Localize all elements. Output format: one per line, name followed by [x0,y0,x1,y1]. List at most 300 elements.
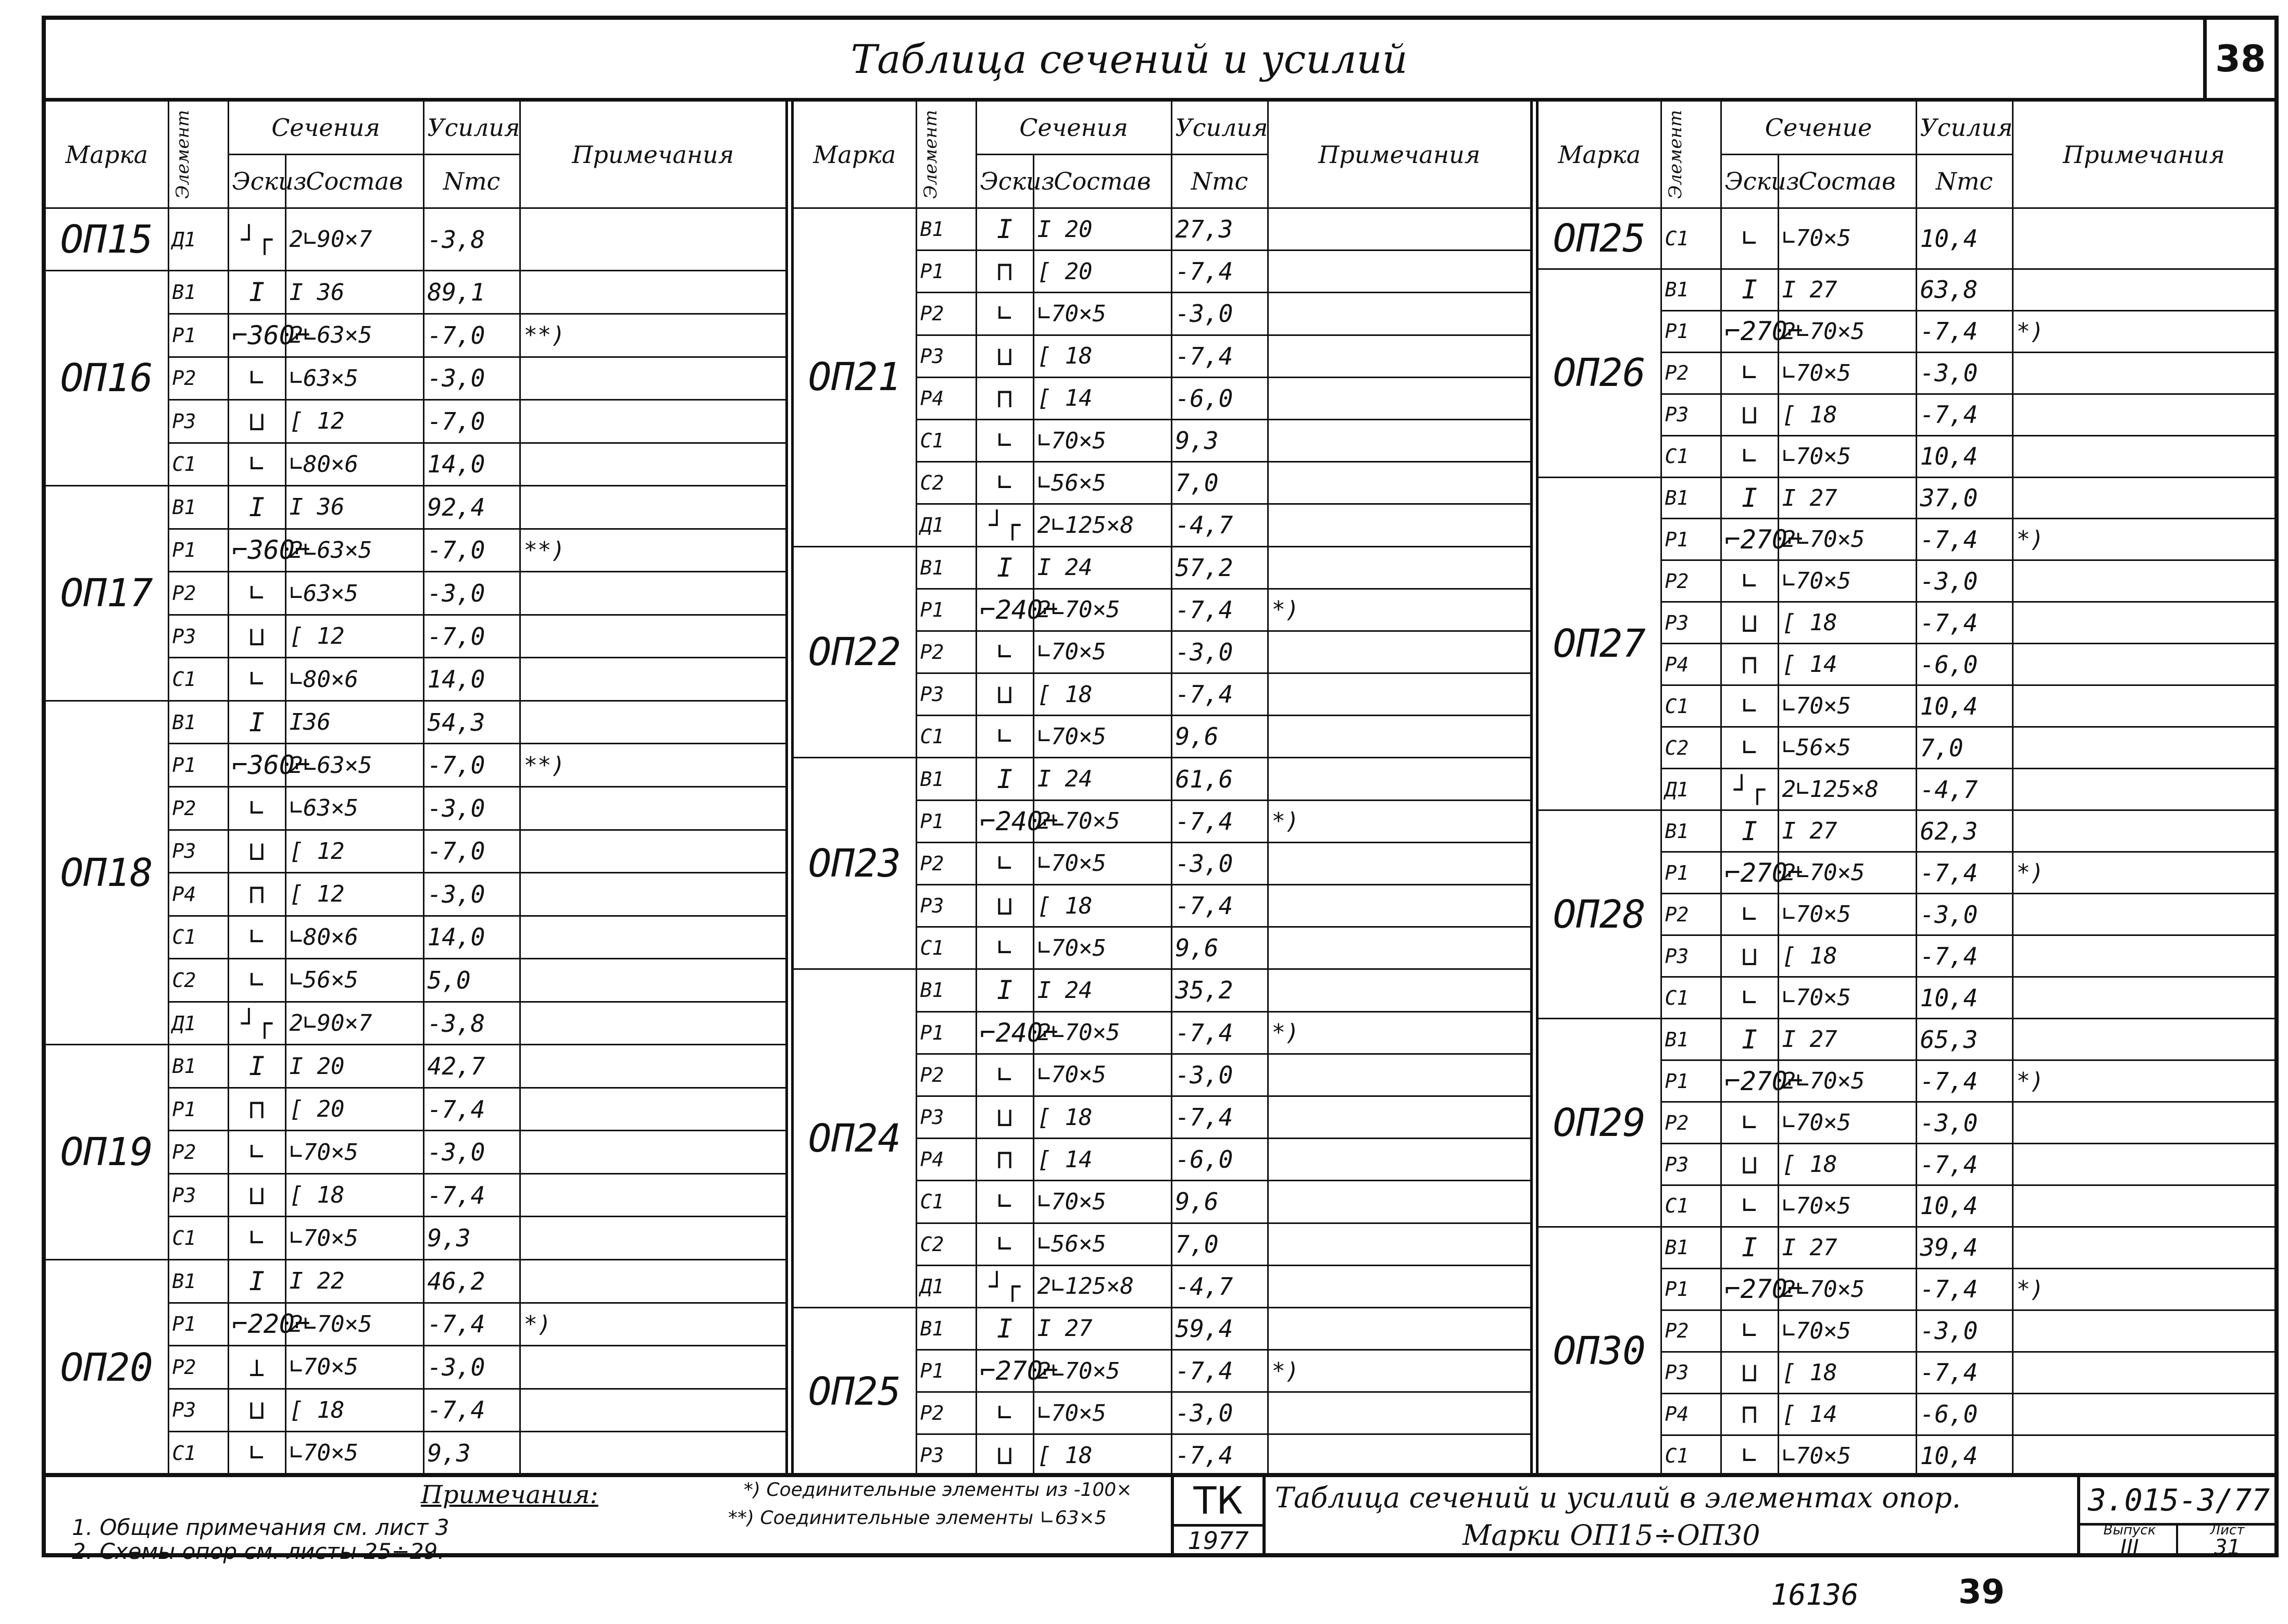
note-cell: *) [1268,1350,1530,1392]
element-cell: Р4 [916,1139,976,1181]
note-cell [520,1088,785,1131]
sketch-cell: ∟ [976,1054,1033,1096]
force-cell: 9,3 [1171,419,1268,461]
composition-cell: 2∟70×5 [1033,800,1171,842]
force-cell: -4,7 [1171,1265,1268,1307]
note-cell: **) [520,744,785,787]
composition-cell: [ 20 [285,1088,423,1131]
issue-cell [2077,1523,2179,1557]
note-cell [2012,1352,2274,1393]
table-row [46,1260,785,1303]
sketch-cell: ┘┌ [976,504,1033,546]
force-cell: -6,0 [1171,377,1268,419]
composition-cell: 2∟70×5 [285,1303,423,1346]
note-cell [1268,335,1530,377]
force-cell: -7,4 [1171,673,1268,716]
force-cell: -7,4 [1916,935,2012,977]
header-sections: Сечения [228,102,423,155]
element-cell: Р1 [1661,519,1721,560]
table-block-left [46,102,785,1477]
element-cell: С1 [1661,1435,1721,1476]
element-cell: Р3 [168,1389,228,1432]
sketch-cell: ∟ [228,1131,285,1174]
header-mark: Марка [794,102,916,208]
sketch-cell: ⊔ [976,335,1033,377]
header-forces: Усилия [423,102,520,155]
table-row [794,1307,1530,1350]
header-sections: Сечения [976,102,1171,155]
composition-cell: [ 12 [285,830,423,873]
composition-cell: 2∟70×5 [1778,519,1916,560]
element-cell: Р2 [1661,1102,1721,1144]
sketch-cell: I [1721,477,1778,519]
force-cell: -7,0 [423,314,520,357]
header-n: Nтс [1916,155,2012,208]
header-sections: Сечение [1721,102,1916,155]
note-cell [520,916,785,959]
composition-cell: 2∟70×5 [1778,310,1916,352]
header-n: Nтс [1171,155,1268,208]
force-cell: -7,4 [423,1088,520,1131]
element-cell: Р2 [1661,352,1721,394]
sketch-cell: ⊓ [228,873,285,916]
composition-cell: ∟70×5 [1778,560,1916,602]
composition-cell: ∟70×5 [1778,685,1916,727]
force-cell: -7,4 [423,1303,520,1346]
force-cell: -7,0 [423,400,520,443]
header-sketch: Эскиз [228,155,285,208]
element-cell: Р2 [916,1392,976,1434]
header-element-label: Элемент [1665,110,1686,199]
note-cell [520,787,785,830]
note-cell [2012,727,2274,769]
composition-cell: ∟70×5 [1033,419,1171,461]
element-cell: В1 [168,701,228,744]
composition-cell: ∟70×5 [1778,352,1916,394]
composition-cell: [ 14 [1778,644,1916,685]
force-cell: -7,4 [1171,251,1268,293]
note-cell [1268,927,1530,969]
note-cell [2012,935,2274,977]
composition-cell: ∟70×5 [1033,716,1171,758]
note-cell: *) [2012,310,2274,352]
sketch-cell: ∟ [228,572,285,615]
element-cell: Р3 [1661,1144,1721,1185]
mark-cell: ОП20 [46,1260,168,1476]
document-title-line-2: Марки ОП15÷ОП30 [1462,1519,1760,1552]
force-cell: 35,2 [1171,969,1268,1011]
composition-cell: ∟56×5 [1033,462,1171,504]
force-cell: -3,0 [423,357,520,400]
force-cell: 63,8 [1916,269,2012,310]
sheet-label: Лист [2210,1522,2245,1538]
force-cell: -7,4 [1171,1350,1268,1392]
element-cell: Р4 [168,873,228,916]
force-cell: -3,0 [1171,1054,1268,1096]
note-cell [520,1173,785,1217]
element-cell: С2 [916,462,976,504]
sketch-cell: ⌐270⌐ [1721,1060,1778,1102]
mark-cell: ОП26 [1539,269,1661,477]
force-cell: -7,4 [1171,1011,1268,1054]
footnote-single-star: *) Соединительные элементы из -100× [744,1479,1132,1501]
force-cell: -7,4 [1171,1096,1268,1138]
note-cell [1268,208,1530,251]
note-1: 1. Общие примечания см. лист 3 [72,1515,449,1540]
composition-cell: ∟80×6 [285,916,423,959]
force-cell: -3,0 [1171,293,1268,335]
sketch-cell: ∟ [976,927,1033,969]
note-cell [2012,1310,2274,1352]
sketch-cell: ∟ [1721,435,1778,477]
sketch-cell: ⊔ [976,1096,1033,1138]
element-cell: С1 [916,419,976,461]
sketch-cell: I [228,1260,285,1303]
sketch-cell: ⊓ [976,1139,1033,1181]
sketch-cell: ∟ [1721,894,1778,935]
note-cell [520,271,785,314]
element-cell: С1 [916,1181,976,1223]
sketch-cell: ⊔ [228,400,285,443]
force-cell: -7,0 [423,615,520,658]
sketch-cell: ⊓ [1721,1393,1778,1435]
composition-cell: I 36 [285,486,423,529]
note-cell [520,572,785,615]
element-cell: С2 [168,959,228,1002]
sketch-cell: ┘┌ [1721,769,1778,810]
note-cell [1268,1434,1530,1476]
force-cell: -7,0 [423,830,520,873]
force-cell: -7,4 [1916,1060,2012,1102]
section-table [794,102,1530,1477]
element-cell: В1 [916,1307,976,1350]
note-cell [2012,977,2274,1019]
note-cell [520,400,785,443]
header-mark: Марка [1539,102,1661,208]
sketch-cell: ∟ [976,631,1033,673]
mark-cell: ОП17 [46,486,168,701]
section-table [46,102,785,1477]
force-cell: -7,4 [1171,1434,1268,1476]
note-cell [2012,1102,2274,1144]
element-cell: С1 [916,927,976,969]
composition-cell: 2∟70×5 [1033,589,1171,631]
mark-cell: ОП28 [1539,810,1661,1019]
force-cell: -3,0 [1916,1310,2012,1352]
element-cell: Р4 [1661,1393,1721,1435]
table-row [794,208,1530,251]
element-cell: Р1 [168,1088,228,1131]
issue-label: Выпуск [2103,1522,2156,1538]
force-cell: -6,0 [1916,1393,2012,1435]
note-2: 2. Схемы опор см. листы 25÷29. [72,1539,445,1564]
composition-cell: 2∟63×5 [285,314,423,357]
header-n: Nтс [423,155,520,208]
composition-cell: I 27 [1778,810,1916,852]
sketch-cell: ∟ [228,787,285,830]
mark-cell: ОП18 [46,701,168,1044]
force-cell: -3,8 [423,1002,520,1045]
sketch-cell: ∟ [1721,977,1778,1019]
force-cell: 10,4 [1916,208,2012,269]
sketch-cell: ∟ [976,1223,1033,1265]
sketch-cell: I [228,486,285,529]
header-composition: Состав [1033,155,1171,208]
note-cell [520,1432,785,1475]
force-cell: 54,3 [423,701,520,744]
composition-cell: I 20 [285,1045,423,1088]
sketch-cell: ⊔ [1721,602,1778,644]
mark-cell: ОП25 [794,1307,916,1476]
composition-cell: [ 18 [285,1173,423,1217]
composition-cell: [ 18 [285,1389,423,1432]
sketch-cell: ∟ [1721,685,1778,727]
force-cell: 27,3 [1171,208,1268,251]
element-cell: Р3 [916,1096,976,1138]
element-cell: Р2 [168,1131,228,1174]
note-cell [1268,293,1530,335]
sketch-cell: ∟ [1721,727,1778,769]
sketch-cell: ⊓ [1721,644,1778,685]
element-cell: Д1 [168,208,228,271]
element-cell: Р1 [916,800,976,842]
sheet-number: 38 [2203,20,2274,98]
element-cell: Р2 [916,293,976,335]
note-cell [2012,769,2274,810]
note-cell [2012,208,2274,269]
element-cell: В1 [168,486,228,529]
element-cell: Р1 [916,251,976,293]
table-row [794,546,1530,589]
composition-cell: ∟56×5 [1778,727,1916,769]
inventory-number: 16136 [1771,1578,1859,1612]
element-cell: Р4 [1661,644,1721,685]
force-cell: -6,0 [1916,644,2012,685]
sketch-cell: ⊔ [1721,1352,1778,1393]
sketch-cell: ⌐270⌐ [976,1350,1033,1392]
composition-cell: [ 18 [1778,394,1916,435]
force-cell: 7,0 [1171,462,1268,504]
note-cell [520,1131,785,1174]
composition-cell: [ 20 [1033,251,1171,293]
table-row [46,271,785,314]
composition-cell: [ 18 [1778,935,1916,977]
element-cell: Р1 [1661,852,1721,894]
sketch-cell: ⊔ [1721,935,1778,977]
force-cell: -7,4 [1916,602,2012,644]
note-cell [520,486,785,529]
sketch-cell: ⊔ [976,1434,1033,1476]
header-notes: Примечания [520,102,785,208]
sketch-cell: ┘┌ [976,1265,1033,1307]
composition-cell: 2∟70×5 [1778,852,1916,894]
note-cell: *) [2012,1060,2274,1102]
header-notes: Примечания [2012,102,2274,208]
composition-cell: [ 18 [1778,1144,1916,1185]
element-cell: С1 [1661,977,1721,1019]
table-row [1539,269,2274,310]
composition-cell: ∟63×5 [285,787,423,830]
element-cell: С1 [168,1432,228,1475]
element-cell: С1 [1661,1185,1721,1227]
sketch-cell: ∟ [976,419,1033,461]
element-cell: С2 [916,1223,976,1265]
table-row [1539,810,2274,852]
header-forces: Усилия [1916,102,2012,155]
note-cell [1268,673,1530,716]
header-element-label: Элемент [172,110,193,199]
note-cell [520,701,785,744]
composition-cell: [ 18 [1778,1352,1916,1393]
force-cell: -3,0 [1916,560,2012,602]
header-element [1661,102,1721,208]
composition-cell: ∟70×5 [1778,435,1916,477]
sketch-cell: ⊔ [228,615,285,658]
note-cell [520,1346,785,1389]
note-cell: *) [1268,589,1530,631]
table-block-right [1530,102,2274,1477]
composition-cell: ∟70×5 [1778,894,1916,935]
composition-cell: [ 14 [1033,1139,1171,1181]
force-cell: -3,0 [423,1346,520,1389]
element-cell: С1 [1661,685,1721,727]
sketch-cell: ∟ [1721,560,1778,602]
element-cell: Р1 [916,589,976,631]
force-cell: -3,0 [423,572,520,615]
composition-cell: I 27 [1033,1307,1171,1350]
composition-cell: ∟70×5 [1033,1054,1171,1096]
note-cell [1268,1392,1530,1434]
note-cell [520,658,785,701]
stamp-tk: ТК [1171,1477,1266,1527]
note-cell [1268,631,1530,673]
sketch-cell: I [228,701,285,744]
force-cell: 61,6 [1171,758,1268,800]
sketch-cell: I [1721,1019,1778,1060]
force-cell: -3,0 [1916,894,2012,935]
sheet-cell [2176,1523,2277,1557]
mark-cell: ОП16 [46,271,168,486]
header-mark: Марка [46,102,168,208]
composition-cell: 2∟125×8 [1033,504,1171,546]
element-cell: Д1 [168,1002,228,1045]
mark-cell: ОП24 [794,969,916,1308]
mark-cell: ОП30 [1539,1227,1661,1476]
element-cell: С1 [1661,435,1721,477]
sketch-cell: ⌐270⌐ [1721,310,1778,352]
drawing-sheet [42,16,2279,1564]
force-cell: 14,0 [423,658,520,701]
sketch-cell: I [1721,810,1778,852]
composition-cell: [ 14 [1778,1393,1916,1435]
force-cell: -7,4 [1916,394,2012,435]
force-cell: 57,2 [1171,546,1268,589]
sheet-value: 31 [2214,1535,2241,1559]
composition-cell: I 27 [1778,477,1916,519]
sketch-cell: ⊔ [228,830,285,873]
force-cell: 92,4 [423,486,520,529]
element-cell: Р1 [168,744,228,787]
element-cell: С1 [168,1217,228,1260]
sketch-cell: ⌐360⌐ [228,744,285,787]
force-cell: -7,4 [1171,589,1268,631]
force-cell: -7,4 [1916,1268,2012,1310]
element-cell: Р3 [1661,1352,1721,1393]
mark-cell: ОП29 [1539,1019,1661,1227]
composition-cell: I 24 [1033,546,1171,589]
force-cell: 10,4 [1916,977,2012,1019]
element-cell: В1 [916,969,976,1011]
force-cell: -3,0 [1916,1102,2012,1144]
title-block [46,1473,2274,1564]
notes-heading: Примечания: [421,1480,598,1509]
sketch-cell: I [976,758,1033,800]
note-cell [2012,1227,2274,1268]
force-cell: 10,4 [1916,1185,2012,1227]
element-cell: Р2 [916,1054,976,1096]
force-cell: 42,7 [423,1045,520,1088]
header-composition: Состав [1778,155,1916,208]
force-cell: 62,3 [1916,810,2012,852]
note-cell [1268,716,1530,758]
force-cell: -3,0 [1171,842,1268,884]
composition-cell: I 27 [1778,1227,1916,1268]
note-cell [1268,1307,1530,1350]
table-row [46,1045,785,1088]
sketch-cell: ⊔ [1721,394,1778,435]
note-cell [2012,1144,2274,1185]
element-cell: С1 [916,716,976,758]
footnote-double-star: **) Соединительные элементы ∟63×5 [728,1507,1107,1529]
composition-cell: ∟63×5 [285,357,423,400]
note-cell [1268,885,1530,927]
composition-cell: 2∟125×8 [1778,769,1916,810]
note-cell [2012,894,2274,935]
stamp-year: 1977 [1171,1524,1266,1557]
note-cell [2012,1019,2274,1060]
element-cell: В1 [1661,269,1721,310]
sketch-cell: ∟ [1721,1102,1778,1144]
document-code: 3.015-3/77 [2077,1477,2278,1526]
force-cell: -7,4 [1171,335,1268,377]
force-cell: -4,7 [1916,769,2012,810]
sketch-cell: ⊔ [976,673,1033,716]
note-cell: *) [2012,852,2274,894]
note-cell [520,873,785,916]
force-cell: -7,4 [1916,852,2012,894]
element-cell: Р2 [168,1346,228,1389]
element-cell: Р1 [1661,310,1721,352]
header-notes: Примечания [1268,102,1530,208]
element-cell: Р2 [1661,1310,1721,1352]
sketch-cell: I [976,969,1033,1011]
force-cell: -3,0 [423,873,520,916]
note-cell [520,1260,785,1303]
note-cell [520,357,785,400]
note-cell [520,1217,785,1260]
section-table [1539,102,2274,1477]
composition-cell: ∟70×5 [1778,208,1916,269]
mark-cell: ОП15 [46,208,168,271]
note-cell [520,208,785,271]
header-sketch: Эскиз [976,155,1033,208]
note-cell [520,1002,785,1045]
composition-cell: ∟70×5 [1778,977,1916,1019]
element-cell: С1 [168,658,228,701]
composition-cell: I 20 [1033,208,1171,251]
sketch-cell: ∟ [228,658,285,701]
composition-cell: ∟70×5 [1778,1102,1916,1144]
